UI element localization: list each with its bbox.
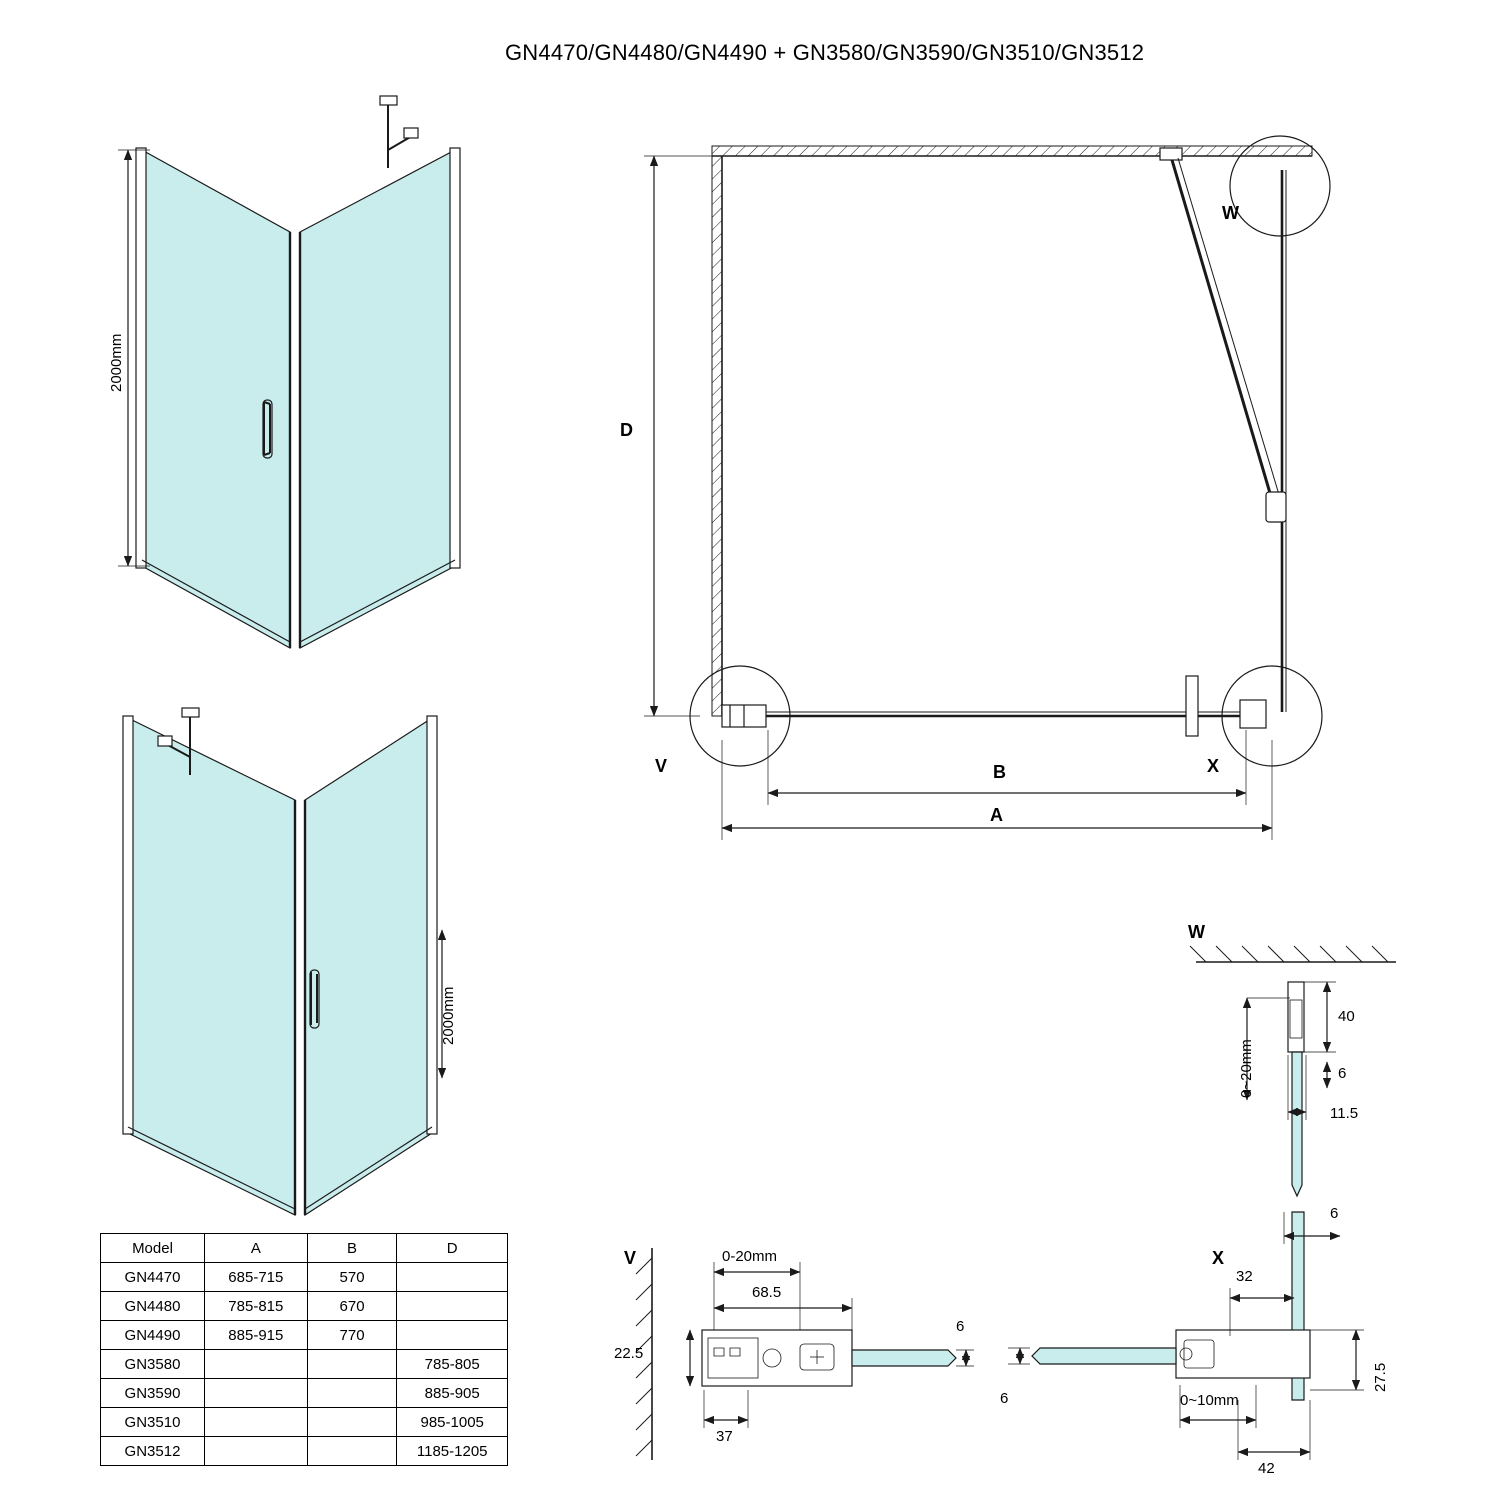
detail-W-dim-gap: 0~20mm (1238, 1039, 1255, 1098)
plan-dim-A: A (990, 805, 1003, 825)
detail-X-label: X (1212, 1248, 1225, 1268)
col-a: A (204, 1234, 307, 1263)
callout-label-V: V (655, 756, 668, 776)
detail-V-dim-68-5: 68.5 (752, 1284, 782, 1301)
detail-W-dim-40: 40 (1338, 1008, 1355, 1025)
cell-model: GN3590 (101, 1379, 205, 1408)
detail-W-label: W (1188, 922, 1205, 942)
table-row (101, 1408, 508, 1437)
detail-V-dim-6: 6 (956, 1318, 965, 1335)
detail-V-label: V (624, 1248, 637, 1268)
cell-a: 785-815 (204, 1292, 307, 1321)
cell-a (204, 1408, 307, 1437)
cell-b: 570 (307, 1263, 397, 1292)
cell-d: 985-1005 (397, 1408, 508, 1437)
callout-label-W: W (1222, 203, 1239, 223)
table-row (101, 1379, 508, 1408)
detail-V-dim-22-5: 22.5 (614, 1345, 644, 1362)
cell-d (397, 1321, 508, 1350)
model-dimensions-table (100, 1233, 508, 1466)
cell-model: GN3512 (101, 1437, 205, 1466)
detail-X-dim-42: 42 (1258, 1460, 1275, 1477)
detail-W-dim-6: 6 (1338, 1065, 1347, 1082)
cell-b: 770 (307, 1321, 397, 1350)
iso-bottom-height-label: 2000mm (440, 986, 457, 1045)
detail-X-dim-6-top: 6 (1330, 1205, 1339, 1222)
plan-dim-B: B (993, 762, 1006, 782)
detail-X-dim-6-left: 6 (1000, 1390, 1009, 1407)
table-header-row (101, 1234, 508, 1263)
table-row (101, 1292, 508, 1321)
table-row (101, 1263, 508, 1292)
detail-V-dim-gap: 0-20mm (722, 1248, 778, 1265)
cell-b (307, 1408, 397, 1437)
cell-d: 885-905 (397, 1379, 508, 1408)
plan-dim-D: D (620, 420, 633, 440)
table-row (101, 1350, 508, 1379)
cell-model: GN4490 (101, 1321, 205, 1350)
cell-b (307, 1437, 397, 1466)
detail-X-dim-gap: 0~10mm (1180, 1392, 1239, 1409)
cell-a (204, 1350, 307, 1379)
page-title: GN4470/GN4480/GN4490 + GN3580/GN3590/GN3510/GN3512 (505, 40, 1145, 65)
cell-d (397, 1292, 508, 1321)
cell-d: 1185-1205 (397, 1437, 508, 1466)
cell-b: 670 (307, 1292, 397, 1321)
cell-a (204, 1437, 307, 1466)
detail-X-dim-27-5: 27.5 (1372, 1362, 1389, 1392)
cell-model: GN3510 (101, 1408, 205, 1437)
cell-b (307, 1379, 397, 1408)
callout-label-X: X (1207, 756, 1220, 776)
col-b: B (307, 1234, 397, 1263)
col-model: Model (101, 1234, 205, 1263)
cell-d: 785-805 (397, 1350, 508, 1379)
detail-X-dim-32: 32 (1236, 1268, 1253, 1285)
cell-b (307, 1350, 397, 1379)
cell-a: 685-715 (204, 1263, 307, 1292)
table-row (101, 1321, 508, 1350)
cell-a: 885-915 (204, 1321, 307, 1350)
cell-model: GN4480 (101, 1292, 205, 1321)
cell-model: GN3580 (101, 1350, 205, 1379)
cell-model: GN4470 (101, 1263, 205, 1292)
detail-V-dim-37: 37 (716, 1428, 733, 1445)
table-row (101, 1437, 508, 1466)
iso-top-height-label: 2000mm (108, 333, 125, 392)
detail-W-dim-11-5: 11.5 (1330, 1105, 1359, 1122)
cell-a (204, 1379, 307, 1408)
col-d: D (397, 1234, 508, 1263)
cell-d (397, 1263, 508, 1292)
